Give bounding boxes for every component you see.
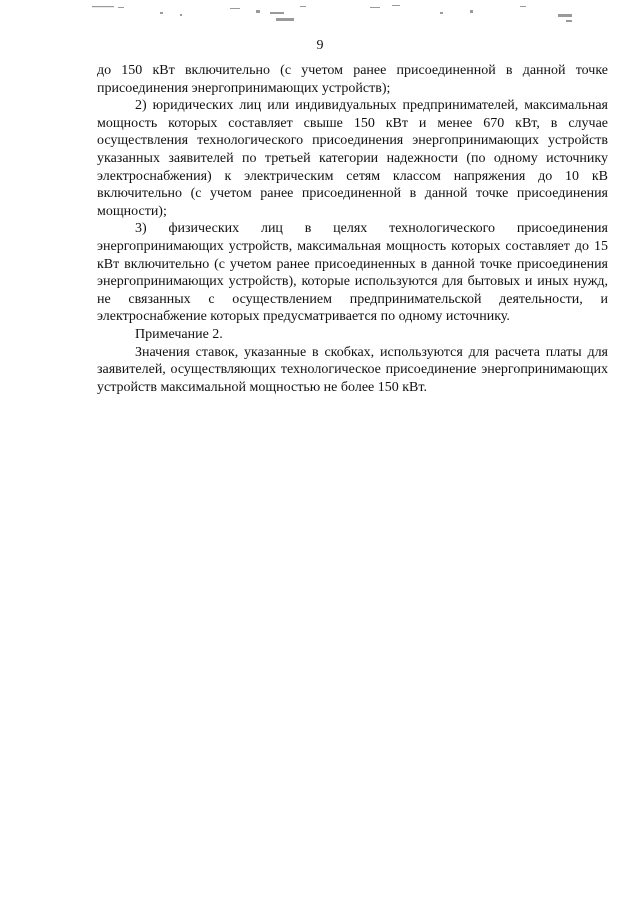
paragraph-continuation: до 150 кВт включительно (с учетом ранее присоединенной в данной точке присоединения энергопринимающих устройств);: [97, 63, 608, 96]
note-heading: Примечание 2.: [135, 326, 223, 342]
paragraph-item-3: 3) физических лиц в целях технологического присоединения энергопринимающих устройств, максимальная мощность которых составляет до 15 кВт включительно (с учетом ранее присоединенных в данной точке присоединения энергопринимающих устройств), которые используются для бытовых и иных нужд, не связанных с осуществлением предпринимательской деятельности, и электроснабжение которых предусматривается по одному источнику.: [97, 221, 608, 325]
document-body: [97, 62, 608, 396]
page-number: 9: [316, 38, 324, 53]
paragraph-item-2: 2) юридических лиц или индивидуальных предпринимателей, максимальная мощность которых составляет свыше 150 кВт и менее 670 кВт, в случае осуществления технологического присоединения энергопринимающих устройств указанных заявителей по третьей категории надежности (по одному источнику электроснабжения) к электрическим сетям классом напряжения до 10 кВ включительно (с учетом ранее присоединенной в данной точке присоединения мощности);: [97, 98, 608, 219]
note-text: Значения ставок, указанные в скобках, используются для расчета платы для заявителей, осуществляющих технологическое присоединение энергопринимающих устройств максимальной мощностью не более 150 кВт.: [97, 344, 608, 395]
scan-artifacts: [0, 0, 640, 30]
